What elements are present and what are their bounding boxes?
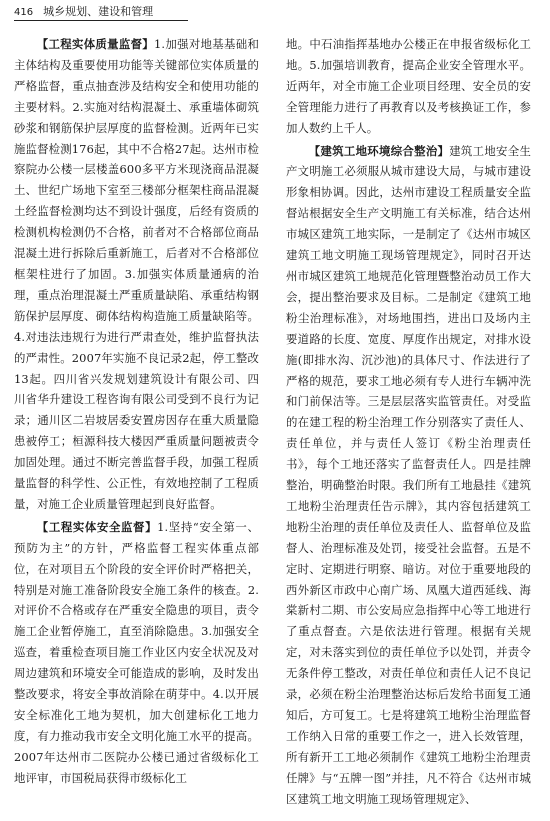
section-body-site-environment: 建筑工地安全生产文明施工必须服从城市建设大局，与城市建设形象相协调。因此，达州市建设工程质量安全监督站根据安全生产文明施工有关标准，结合达州市城区建筑工地实际，一是制定了《达州市城区建筑工地文明施工现场管理规定》，同时召开达州市城区建筑工地规范化管理暨整治动员工作大会，提出整治要求及目标。二是制定《建筑工地粉尘治理标准》，对场地围挡，进出口及场内主要道路的长度、宽度、厚度作出规定，对排水设施(即排水沟、沉沙池)的具体尺寸、作法进行了严格的规范，要求工地必须有专人进行车辆冲洗和门前保洁等。三是层层落实监管责任。对受监的在建工程的粉尘治理工作分别落实了责任人、责任单位，并与责任人签订《粉尘治理责任书》，每个工地还落实了监督责任人。四是挂牌整治，明确整治时限。我们所有工地悬挂《建筑工地粉尘治理责任告示牌》，其内容包括建筑工地粉尘治理的责任单位及责任人、监督单位及监督人、治理标准及处罚，接受社会监督。五是不定时、定期进行明察、暗访。对位于重要地段的西外新区市政中心南广场、凤凰大道西延线、海棠新村二期、市公安局应急指挥中心等工地进行了重点督查。六是依法进行管理。根据有关规定，对未落实到位的责任单位予以处罚，并责令无条件停工整改，对责任单位和责任人记不良记录，必须在粉尘治理整治达标后发给书面复工通知后，方可复工。七是将建筑工地粉尘治理监督工作纳入日常的重要工作之一，进入长效管理，所有新开工工地必须制作《建筑工地粉尘治理责任牌》与“五牌一图”并挂，凡不符合《达州市城区建筑工地文明施工现场管理规定》、: [286, 143, 531, 806]
running-header: [14, 6, 188, 21]
paragraph-site-environment: [286, 141, 531, 810]
section-heading-safety: 【工程实体安全监督】: [36, 519, 158, 534]
left-column: [14, 34, 259, 816]
section-heading-quality: 【工程实体质量监督】: [36, 37, 155, 51]
section-heading-site-environment: 【建筑工地环境综合整治】: [308, 143, 450, 158]
paragraph-quality-supervision: [14, 34, 259, 515]
paragraph-safety-supervision: [14, 517, 259, 789]
page-number: 416: [14, 7, 34, 18]
paragraph-safety-continued: 地。中石油指挥基地办公楼正在申报省级标化工地。5.加强培训教育，提高企业安全管理水平。近两年，对全市施工企业项目经理、安全员的安全管理能力进行了再教育以及考核换证工作，参加人数约上千人。: [286, 37, 531, 135]
section-body-quality: 1.加强对地基基础和主体结构及重要使用功能等关键部位实体质量的严格监督，重点抽查涉及结构安全和使用功能的主要材料。2.实施对结构混凝土、承重墙体砌筑砂浆和钢筋保护层厚度的监督检测。近两年已实施监督检测176起，其中不合格27起。达州市检察院办公楼一层楼盖600多平方米现浇商品混凝土、世纪广场地下室至三楼部分框架柱商品混凝土经监督检测均达不到设计强度，后经有资质的检测机构检测仍不合格，前者对不合格部位商品混凝土进行拆除后重新施工，后者对不合格部位框架柱进行了加固。3.加强实体质量通病的治理，重点治理混凝土严重质量缺陷、承重结构钢筋保护层厚度、砌体结构构造施工质量缺陷等。4.对违法违规行为进行严肃查处，维护监督执法的严肃性。2007年实施不良记录2起，停工整改13起。四川省兴发规划建筑设计有限公司、四川省华升建设工程咨询有限公司受到不良行为记录；通川区二岩坡居委安置房因存在重大质量隐患被停工；桓源科技大楼因严重质量问题被责令加固处理。通过不断完善监督手段，加强工程质量监督的科学性、公正性，有效地控制了工程质量，对施工企业质量管理起到良好监督。: [14, 37, 259, 511]
section-body-safety: 1.坚持“安全第一、预防为主”的方针，严格监督工程实体重点部位，在对项目五个阶段的安全评价时严格把关，特别是对施工准备阶段安全施工条件的核查。2.对评价不合格或存在严重安全隐患的项目，责令施工企业暂停施工，直至消除隐患。3.加强安全巡查，着重检查项目施工作业区内安全状况及对周边建筑和环境安全可能造成的影响，及时发出整改要求，将安全事故消除在萌芽中。4.以开展安全标准化工地为契机，加大创建标化工地力度，有力推动我市安全文明化施工水平的提高。2007年达州市二医院办公楼已通过省级标化工地评审，市国税局获得市级标化工: [14, 519, 259, 785]
right-column: [286, 34, 531, 816]
running-title: 城乡规划、建设和管理: [43, 5, 154, 18]
